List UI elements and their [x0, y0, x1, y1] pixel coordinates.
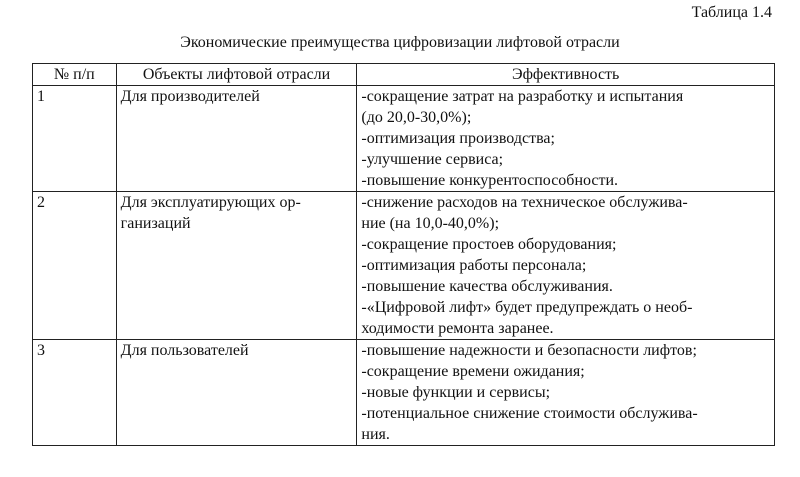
table-header-row — [33, 64, 775, 86]
table-row — [33, 192, 775, 340]
effect-line: -повышение конкурентоспособности. — [361, 172, 619, 189]
table-row — [33, 86, 775, 192]
economic-benefits-table — [32, 63, 775, 446]
effect-line: -повышение качества обслуживания. — [361, 278, 613, 295]
effect-line: -сокращение затрат на разработку и испытания — [361, 88, 684, 105]
table-row — [33, 340, 775, 446]
effect-line: -улучшение сервиса; — [361, 151, 504, 168]
table-number: Таблица 1.4 — [691, 4, 772, 21]
object-line: Для пользователей — [120, 342, 249, 359]
object-line: Для эксплуатирующих ор- — [120, 194, 301, 211]
row-efficiency — [357, 86, 775, 192]
effect-line: -сокращение времени ожидания; — [361, 363, 585, 380]
effect-line: -сокращение простоев оборудования; — [361, 236, 617, 253]
effect-line: -снижение расходов на техническое обслужива- — [361, 194, 688, 211]
effect-line: -потенциальное снижение стоимости обслужива- — [361, 405, 698, 422]
effect-line: -оптимизация производства; — [361, 130, 555, 147]
header-objects: Объекты лифтовой отрасли — [116, 64, 357, 86]
effect-line: ходимости ремонта заранее. — [361, 320, 554, 337]
effect-line: ние (на 10,0-40,0%); — [361, 215, 500, 232]
effect-line: (до 20,0-30,0%); — [361, 109, 472, 126]
header-efficiency: Эффективность — [357, 64, 775, 86]
object-line: ганизаций — [120, 215, 191, 232]
row-number: 1 — [33, 86, 117, 192]
header-number: № п/п — [33, 64, 117, 86]
object-line: Для производителей — [120, 88, 260, 105]
effect-line: -новые функции и сервисы; — [361, 384, 551, 401]
effect-line: -оптимизация работы персонала; — [361, 257, 587, 274]
effect-line: -«Цифровой лифт» будет предупреждать о необ- — [361, 299, 693, 316]
row-efficiency — [357, 192, 775, 340]
effect-line: ния. — [361, 426, 390, 443]
row-efficiency — [357, 340, 775, 446]
effect-line: -повышение надежности и безопасности лифтов; — [361, 342, 697, 359]
row-object — [116, 86, 357, 192]
row-number: 2 — [33, 192, 117, 340]
row-object — [116, 192, 357, 340]
row-object — [116, 340, 357, 446]
row-number: 3 — [33, 340, 117, 446]
table-title: Экономические преимущества цифровизации лифтовой отрасли — [180, 34, 620, 51]
